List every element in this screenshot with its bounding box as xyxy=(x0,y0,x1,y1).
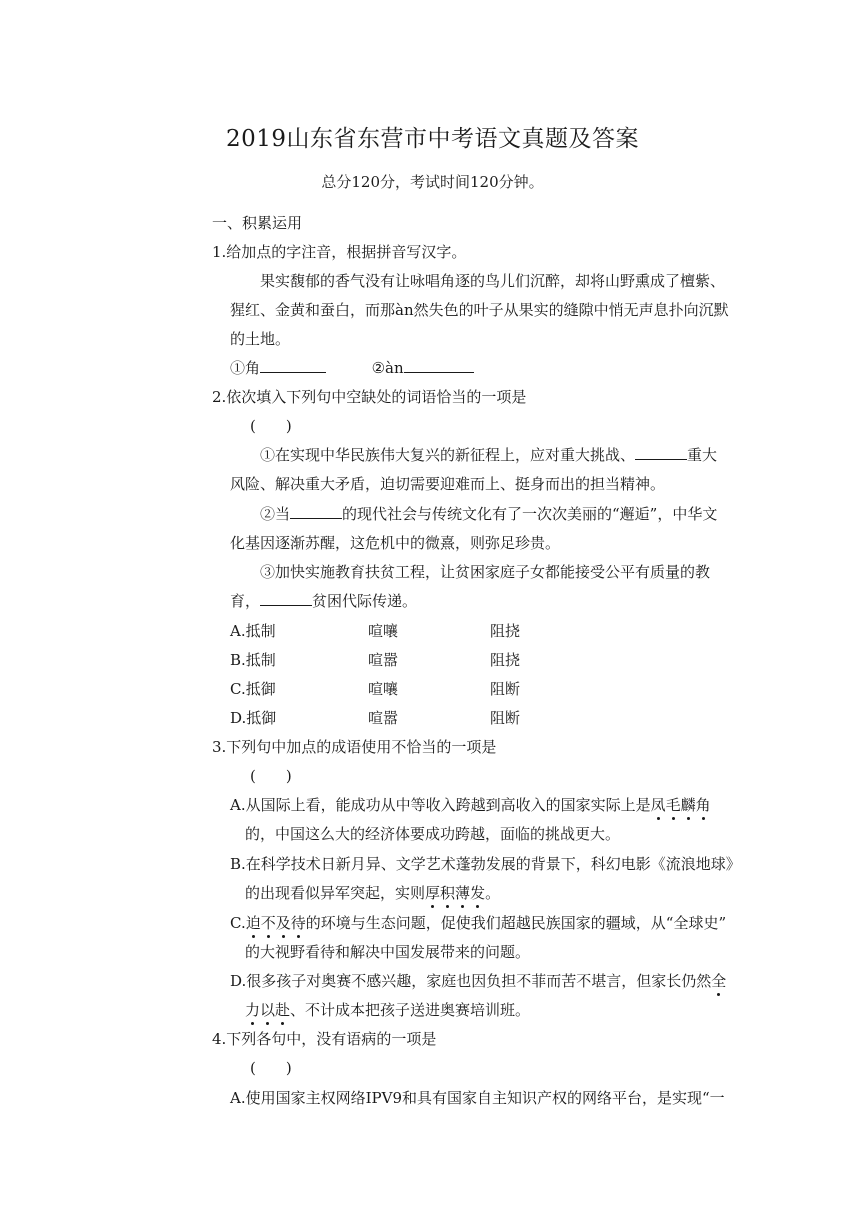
q3-answer-paren: ( ) xyxy=(250,767,292,785)
q2-sentence-1-line-1: ①在实现中华民族伟大复兴的新征程上，应对重大挑战、 重大 xyxy=(260,446,718,464)
q3-option-d-line-1[interactable]: D.很多孩子对奥赛不感兴趣，家庭也因负担不菲而苦不堪言，但家长仍然全 xyxy=(230,972,727,990)
dotted-char: 发 xyxy=(470,884,486,902)
q3-option-b-line-1[interactable]: B.在科学技术日新月异、文学艺术蓬勃发展的背景下，科幻电影《流浪地球》 xyxy=(230,855,741,873)
dotted-char: 毛 xyxy=(665,796,681,814)
q2-option-c[interactable]: C.抵御 喧嚷 阻断 xyxy=(230,680,521,698)
q2-option-d[interactable]: D.抵御 喧嚣 阻断 xyxy=(230,709,521,727)
q3-option-d-line-2: 力以赴、不计成本把孩子送进奥赛培训班。 xyxy=(245,1001,531,1019)
q2-sentence-3-line-1: ③加快实施教育扶贫工程，让贫困家庭子女都能接受公平有质量的教 xyxy=(260,563,711,581)
q1-stem: 1.给加点的字注音，根据拼音写汉字。 xyxy=(212,243,467,261)
dotted-char: 凤 xyxy=(650,796,666,814)
q3-stem: 3.下列句中加点的成语使用不恰当的一项是 xyxy=(212,738,497,756)
q3-option-a-line-1[interactable]: A.从国际上看，能成功从中等收入跨越到高收入的国家实际上是凤毛麟角 xyxy=(230,796,711,814)
q1-answer-row xyxy=(230,358,474,378)
page-subtitle: 总分120分，考试时间120分钟。 xyxy=(321,173,544,191)
q4-option-a-line-1[interactable]: A.使用国家主权网络IPV9和具有国家自主知识产权的网络平台，是实现“一 xyxy=(230,1089,725,1107)
q1-answer-1-label: ①角 xyxy=(230,359,261,377)
q2-option-a[interactable]: A.抵制 喧嚷 阻挠 xyxy=(230,622,521,640)
dotted-char: 厚 xyxy=(425,884,441,902)
q1-answer-2-blank[interactable] xyxy=(404,358,474,373)
q1-passage-line-3: 的土地。 xyxy=(230,330,291,348)
q2-sentence-1-line-2: 风险、解决重大矛盾，迫切需要迎难而上、挺身而出的担当精神。 xyxy=(230,475,666,493)
dotted-char: 不 xyxy=(260,914,276,932)
q1-answer-1-blank[interactable] xyxy=(260,358,326,373)
q2-blank-3 xyxy=(260,591,312,606)
q3-option-a-line-2: 的，中国这么大的经济体要成功跨越，面临的挑战更大。 xyxy=(245,825,621,843)
section-heading: 一、积累运用 xyxy=(212,214,303,232)
dotted-char: 力 xyxy=(245,1001,261,1019)
dotted-char: 及 xyxy=(275,914,291,932)
dotted-char: 积 xyxy=(440,884,456,902)
dotted-char: 迫 xyxy=(245,914,261,932)
dotted-char: 角 xyxy=(695,796,711,814)
q1-passage-line-1: 果实馥郁的香气没有让咏唱角逐的鸟儿们沉醉，却将山野熏成了檀紫、 xyxy=(260,272,726,290)
dotted-char: 薄 xyxy=(455,884,471,902)
dotted-char: 以 xyxy=(260,1001,276,1019)
q4-stem: 4.下列各句中，没有语病的一项是 xyxy=(212,1030,437,1048)
q2-blank-1 xyxy=(635,445,687,460)
q3-option-c-line-1[interactable]: C.迫不及待的环境与生态问题，促使我们超越民族国家的疆域，从“全球史” xyxy=(230,914,727,932)
q2-blank-2 xyxy=(290,504,342,519)
q1-answer-2-label: ②àn xyxy=(371,359,404,377)
q2-option-b[interactable]: B.抵制 喧嚣 阻挠 xyxy=(230,651,521,669)
q4-answer-paren: ( ) xyxy=(250,1059,292,1077)
q3-option-b-line-2: 的出现看似异军突起，实则厚积薄发。 xyxy=(245,884,501,902)
dotted-char: 全 xyxy=(711,972,727,990)
q2-sentence-3-line-2: 育， 贫困代际传递。 xyxy=(230,592,418,610)
q3-option-c-line-2: 的大视野看待和解决中国发展带来的问题。 xyxy=(245,943,531,961)
q2-stem: 2.依次填入下列句中空缺处的词语恰当的一项是 xyxy=(212,388,527,406)
q2-answer-paren: ( ) xyxy=(250,417,292,435)
page-title: 2019山东省东营市中考语文真题及答案 xyxy=(225,126,640,152)
q1-passage-line-2: 猩红、金黄和蚕白，而那àn然失色的叶子从果实的缝隙中悄无声息扑向沉默 xyxy=(230,301,729,319)
dotted-char: 麟 xyxy=(680,796,696,814)
dotted-char: 待 xyxy=(290,914,306,932)
q2-sentence-2-line-2: 化基因逐渐苏醒，这危机中的微熹，则弥足珍贵。 xyxy=(230,534,561,552)
q2-sentence-2-line-1: ②当 的现代社会与传统文化有了一次次美丽的“邂逅”，中华文 xyxy=(260,505,718,523)
dotted-char: 赴 xyxy=(275,1001,291,1019)
